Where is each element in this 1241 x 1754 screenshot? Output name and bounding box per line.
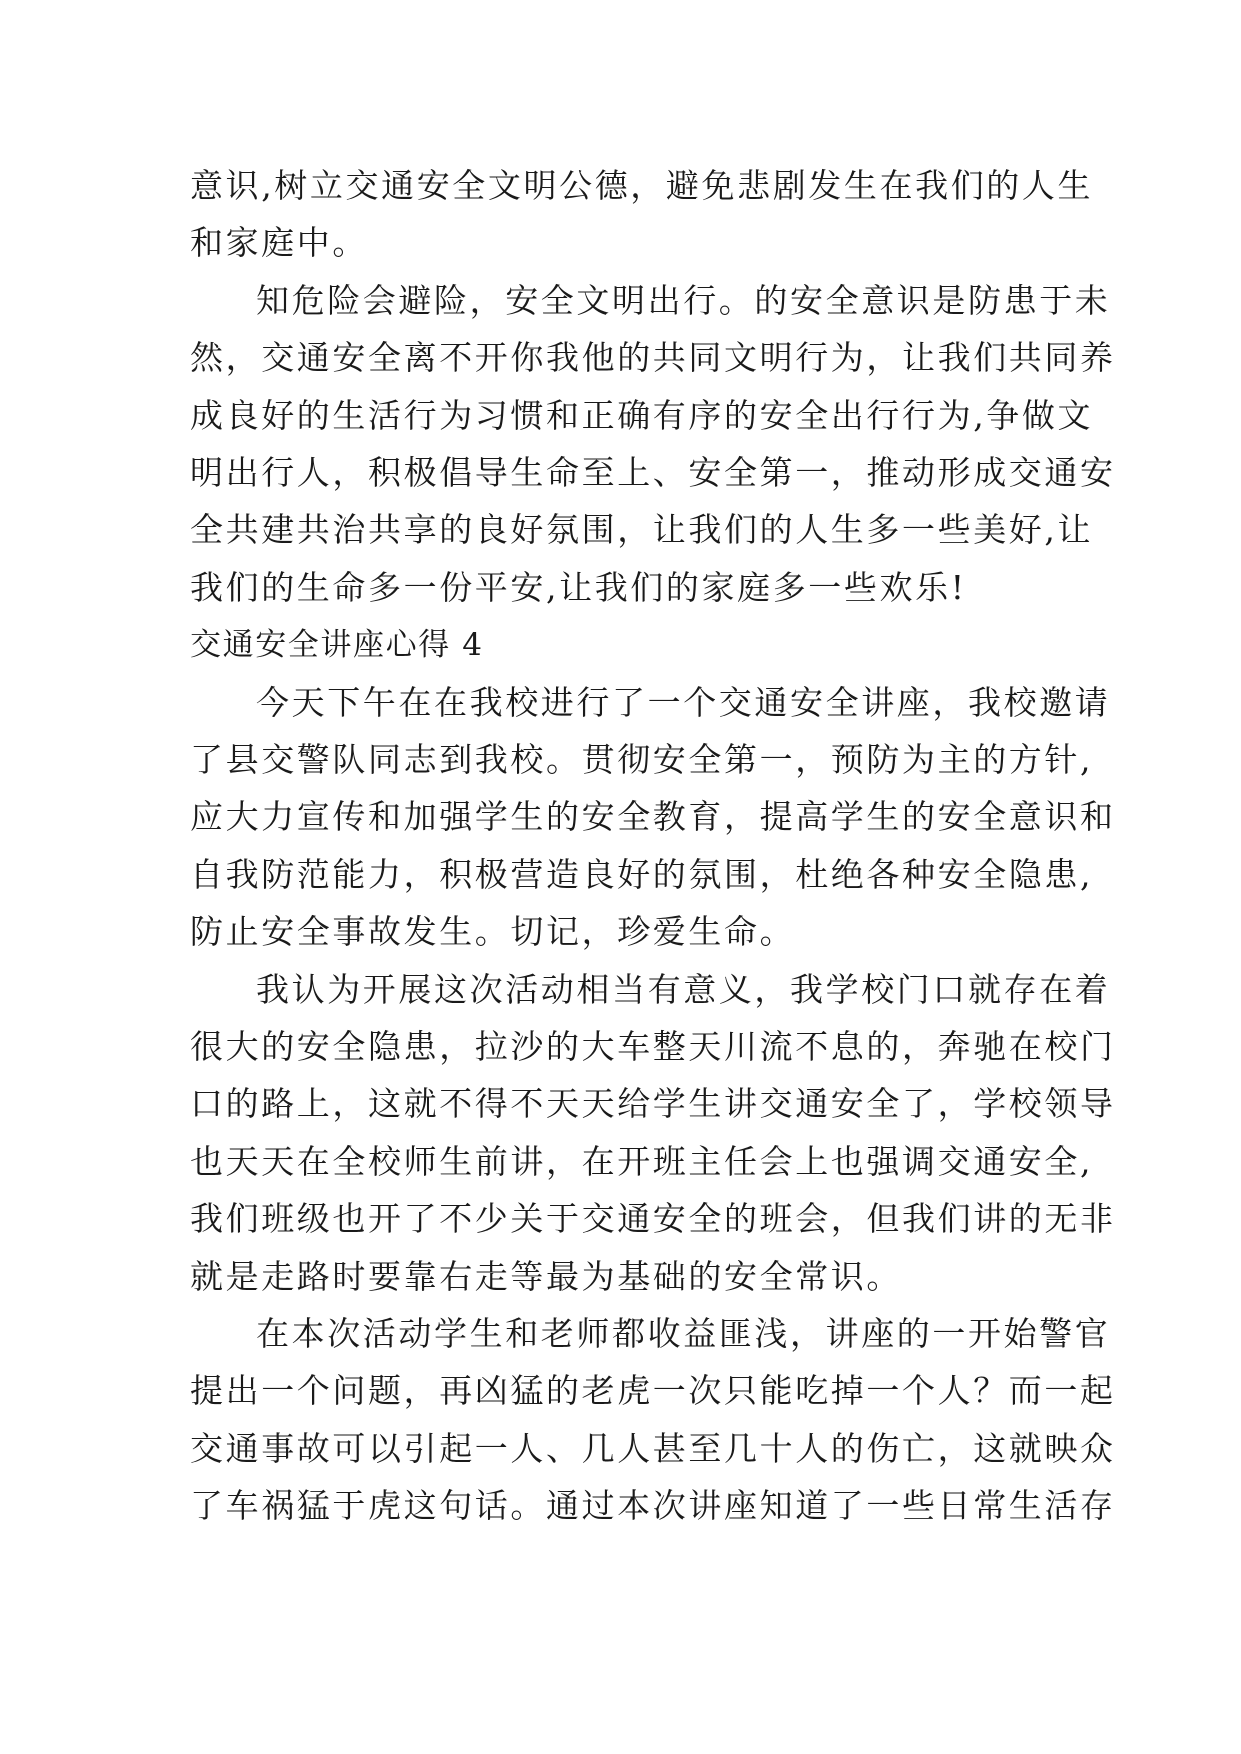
body-text-line: 了县交警队同志到我校。贯彻安全第一，预防为主的方针, <box>190 740 1094 779</box>
body-text-line: 在本次活动学生和老师都收益匪浅，讲座的一开始警官 <box>256 1314 1111 1353</box>
body-text-line: 然，交通安全离不开你我他的共同文明行为，让我们共同养 <box>190 338 1116 377</box>
body-text-line: 了车祸猛于虎这句话。通过本次讲座知道了一些日常生活存 <box>190 1486 1116 1525</box>
body-text-line: 就是走路时要靠右走等最为基础的安全常识。 <box>190 1257 902 1296</box>
body-text-line: 我们班级也开了不少关于交通安全的班会，但我们讲的无非 <box>190 1199 1116 1238</box>
section-heading: 交通安全讲座心得 4 <box>190 627 484 663</box>
body-text-line: 知危险会避险，安全文明出行。的安全意识是防患于未 <box>256 281 1111 320</box>
body-text-line: 很大的安全隐患，拉沙的大车整天川流不息的，奔驰在校门 <box>190 1027 1116 1066</box>
body-text-line: 成良好的生活行为习惯和正确有序的安全出行行为,争做文 <box>190 396 1094 435</box>
body-text-line: 今天下午在在我校进行了一个交通安全讲座，我校邀请 <box>256 683 1111 722</box>
body-text-line: 口的路上，这就不得不天天给学生讲交通安全了，学校领导 <box>190 1084 1116 1123</box>
body-text-line: 我们的生命多一份平安,让我们的家庭多一些欢乐! <box>190 568 967 607</box>
body-text-line: 交通事故可以引起一人、几人甚至几十人的伤亡，这就映众 <box>190 1429 1116 1468</box>
body-text-line: 提出一个问题，再凶猛的老虎一次只能吃掉一个人？而一起 <box>190 1371 1116 1410</box>
body-text-line: 和家庭中。 <box>190 223 368 262</box>
body-text-line: 防止安全事故发生。切记，珍爱生命。 <box>190 912 796 951</box>
body-text-line: 应大力宣传和加强学生的安全教育，提高学生的安全意识和 <box>190 797 1116 836</box>
body-text-line: 明出行人，积极倡导生命至上、安全第一，推动形成交通安 <box>190 453 1116 492</box>
body-text-line: 也天天在全校师生前讲，在开班主任会上也强调交通安全, <box>190 1142 1094 1181</box>
body-text-line: 全共建共治共享的良好氛围，让我们的人生多一些美好,让 <box>190 510 1094 549</box>
body-text-line: 意识,树立交通安全文明公德，避免悲剧发生在我们的人生 <box>190 166 1094 205</box>
body-text-line: 我认为开展这次活动相当有意义，我学校门口就存在着 <box>256 970 1111 1009</box>
body-text-line: 自我防范能力，积极营造良好的氛围，杜绝各种安全隐患, <box>190 855 1094 894</box>
